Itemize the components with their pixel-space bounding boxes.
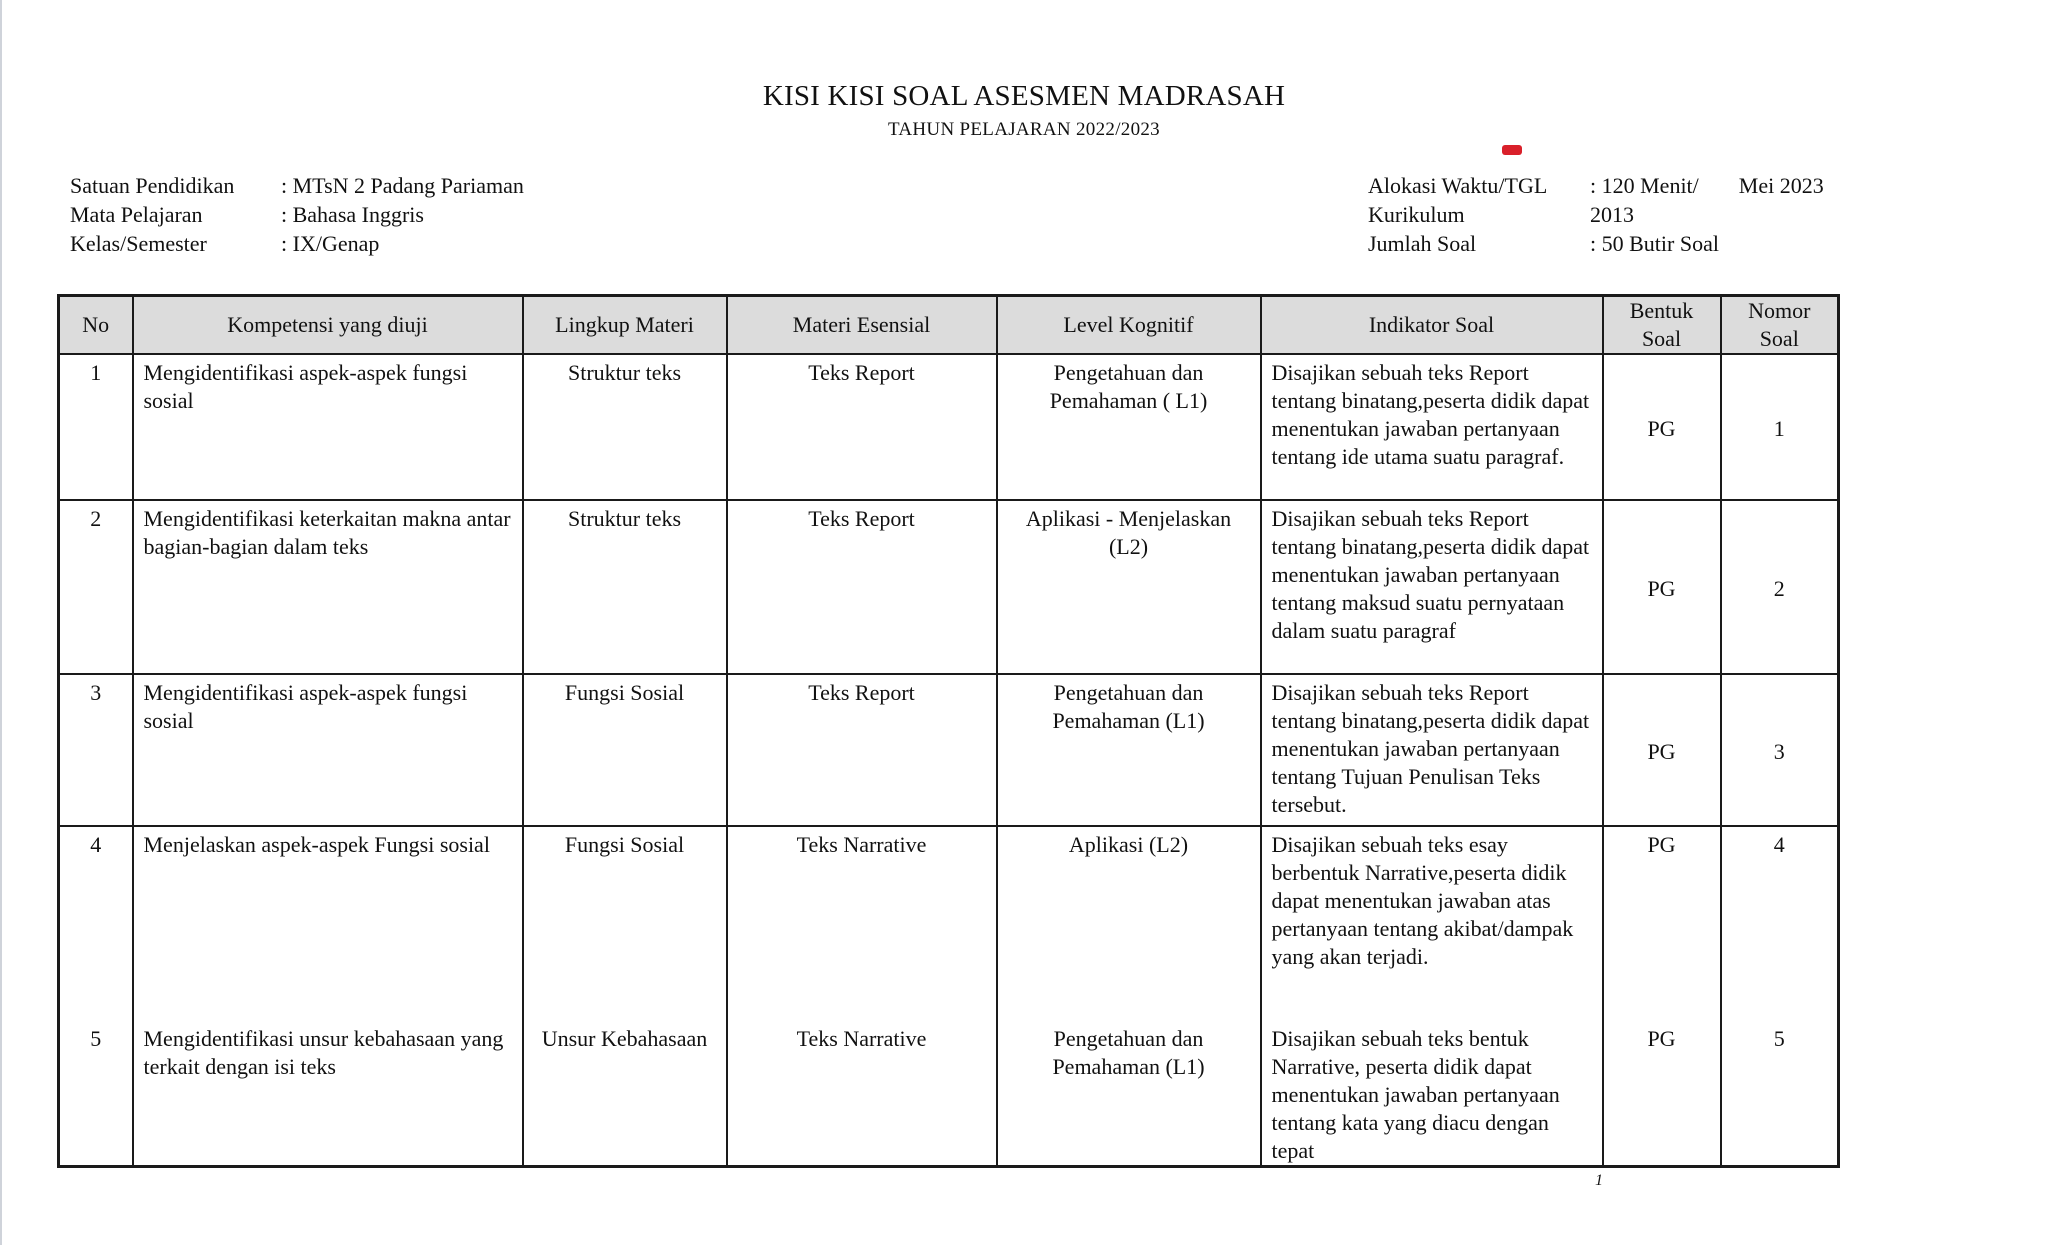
meta-label: Jumlah Soal (1368, 231, 1477, 256)
cell-level: Aplikasi - Menjelaskan (L2) (997, 500, 1261, 674)
page-edge (0, 0, 2, 1245)
cell-lingkup: Fungsi Sosial (523, 826, 727, 1021)
kisi-kisi-table (57, 294, 1840, 1168)
cell-kompetensi: Mengidentifikasi keterkaitan makna antar bagian-bagian dalam teks (133, 500, 523, 674)
meta-value: : IX/Genap (281, 231, 380, 256)
meta-right (1368, 171, 1824, 258)
meta-label: Satuan Pendidikan (70, 173, 235, 198)
meta-row-jumlah-soal (1368, 229, 1824, 258)
cell-bentuk: PG (1603, 500, 1721, 674)
page-number: 1 (1595, 1172, 1603, 1189)
meta-row-alokasi-waktu (1368, 171, 1824, 200)
cell-indikator: Disajikan sebuah teks Report tentang binatang,peserta didik dapat menentukan jawaban pertanyaan tentang ide utama suatu paragraf. (1261, 354, 1603, 500)
cell-level: Pengetahuan dan Pemahaman ( L1) (997, 354, 1261, 500)
cell-kompetensi: Mengidentifikasi aspek-aspek fungsi sosial (133, 354, 523, 500)
header-nomor-soal: Nomor Soal (1721, 296, 1839, 355)
header-materi-esensial: Materi Esensial (727, 296, 997, 355)
document-subtitle: TAHUN PELAJARAN 2022/2023 (888, 119, 1160, 140)
meta-value: : 50 Butir Soal (1590, 231, 1719, 256)
cell-materi: Teks Narrative (727, 1021, 997, 1167)
cell-no: 2 (59, 500, 133, 674)
meta-left (70, 171, 524, 258)
cell-bentuk: PG (1603, 354, 1721, 500)
cell-lingkup: Struktur teks (523, 354, 727, 500)
cell-level: Pengetahuan dan Pemahaman (L1) (997, 674, 1261, 826)
cell-nomor: 2 (1721, 500, 1839, 674)
table-row (59, 500, 1839, 674)
cell-indikator: Disajikan sebuah teks Report tentang binatang,peserta didik dapat menentukan jawaban pertanyaan tentang Tujuan Penulisan Teks tersebut. (1261, 674, 1603, 826)
meta-row-kurikulum (1368, 200, 1824, 229)
meta-label: Kelas/Semester (70, 231, 207, 256)
table-row (59, 354, 1839, 500)
cell-level: Pengetahuan dan Pemahaman (L1) (997, 1021, 1261, 1167)
cell-kompetensi: Menjelaskan aspek-aspek Fungsi sosial (133, 826, 523, 1021)
cell-lingkup: Struktur teks (523, 500, 727, 674)
cell-materi: Teks Report (727, 674, 997, 826)
table-header-row (59, 296, 1839, 355)
cell-nomor: 1 (1721, 354, 1839, 500)
cell-materi: Teks Report (727, 500, 997, 674)
cell-kompetensi: Mengidentifikasi aspek-aspek fungsi sosial (133, 674, 523, 826)
cell-materi: Teks Narrative (727, 826, 997, 1021)
meta-row-satuan-pendidikan (70, 171, 524, 200)
header-lingkup-materi: Lingkup Materi (523, 296, 727, 355)
cell-no: 1 (59, 354, 133, 500)
meta-row-mata-pelajaran (70, 200, 524, 229)
cell-nomor: 5 (1721, 1021, 1839, 1167)
cell-materi: Teks Report (727, 354, 997, 500)
table-row (59, 826, 1839, 1021)
table-row (59, 1021, 1839, 1167)
meta-extra: Mei 2023 (1738, 173, 1824, 198)
header-bentuk-soal: Bentuk Soal (1603, 296, 1721, 355)
header-level-kognitif: Level Kognitif (997, 296, 1261, 355)
cell-level: Aplikasi (L2) (997, 826, 1261, 1021)
meta-value: 2013 (1590, 202, 1634, 227)
meta-label: Alokasi Waktu/TGL (1368, 173, 1548, 198)
cell-nomor: 3 (1721, 674, 1839, 826)
meta-value: : 120 Menit/ (1590, 173, 1699, 198)
cell-bentuk: PG (1603, 1021, 1721, 1167)
cell-no: 4 (59, 826, 133, 1021)
meta-label: Mata Pelajaran (70, 202, 203, 227)
cell-indikator: Disajikan sebuah teks Report tentang binatang,peserta didik dapat menentukan jawaban pertanyaan tentang maksud suatu pernyataan dalam suatu paragraf (1261, 500, 1603, 674)
cell-indikator: Disajikan sebuah teks bentuk Narrative, peserta didik dapat menentukan jawaban pertanyaan tentang kata yang diacu dengan tepat (1261, 1021, 1603, 1167)
header-indikator-soal: Indikator Soal (1261, 296, 1603, 355)
cell-indikator: Disajikan sebuah teks esay berbentuk Narrative,peserta didik dapat menentukan jawaban atas pertanyaan tentang akibat/dampak yang akan terjadi. (1261, 826, 1603, 1021)
cell-bentuk: PG (1603, 674, 1721, 826)
table-row (59, 674, 1839, 826)
cell-bentuk: PG (1603, 826, 1721, 1021)
cell-no: 3 (59, 674, 133, 826)
header-no: No (59, 296, 133, 355)
meta-row-kelas-semester (70, 229, 524, 258)
cell-no: 5 (59, 1021, 133, 1167)
meta-value: : MTsN 2 Padang Pariaman (281, 173, 524, 198)
header-kompetensi: Kompetensi yang diuji (133, 296, 523, 355)
meta-label: Kurikulum (1368, 202, 1465, 227)
cell-kompetensi: Mengidentifikasi unsur kebahasaan yang terkait dengan isi teks (133, 1021, 523, 1167)
cell-lingkup: Unsur Kebahasaan (523, 1021, 727, 1167)
cell-lingkup: Fungsi Sosial (523, 674, 727, 826)
document-title: KISI KISI SOAL ASESMEN MADRASAH (762, 80, 1286, 112)
meta-value: : Bahasa Inggris (281, 202, 424, 227)
red-mark (1502, 145, 1522, 155)
cell-nomor: 4 (1721, 826, 1839, 1021)
